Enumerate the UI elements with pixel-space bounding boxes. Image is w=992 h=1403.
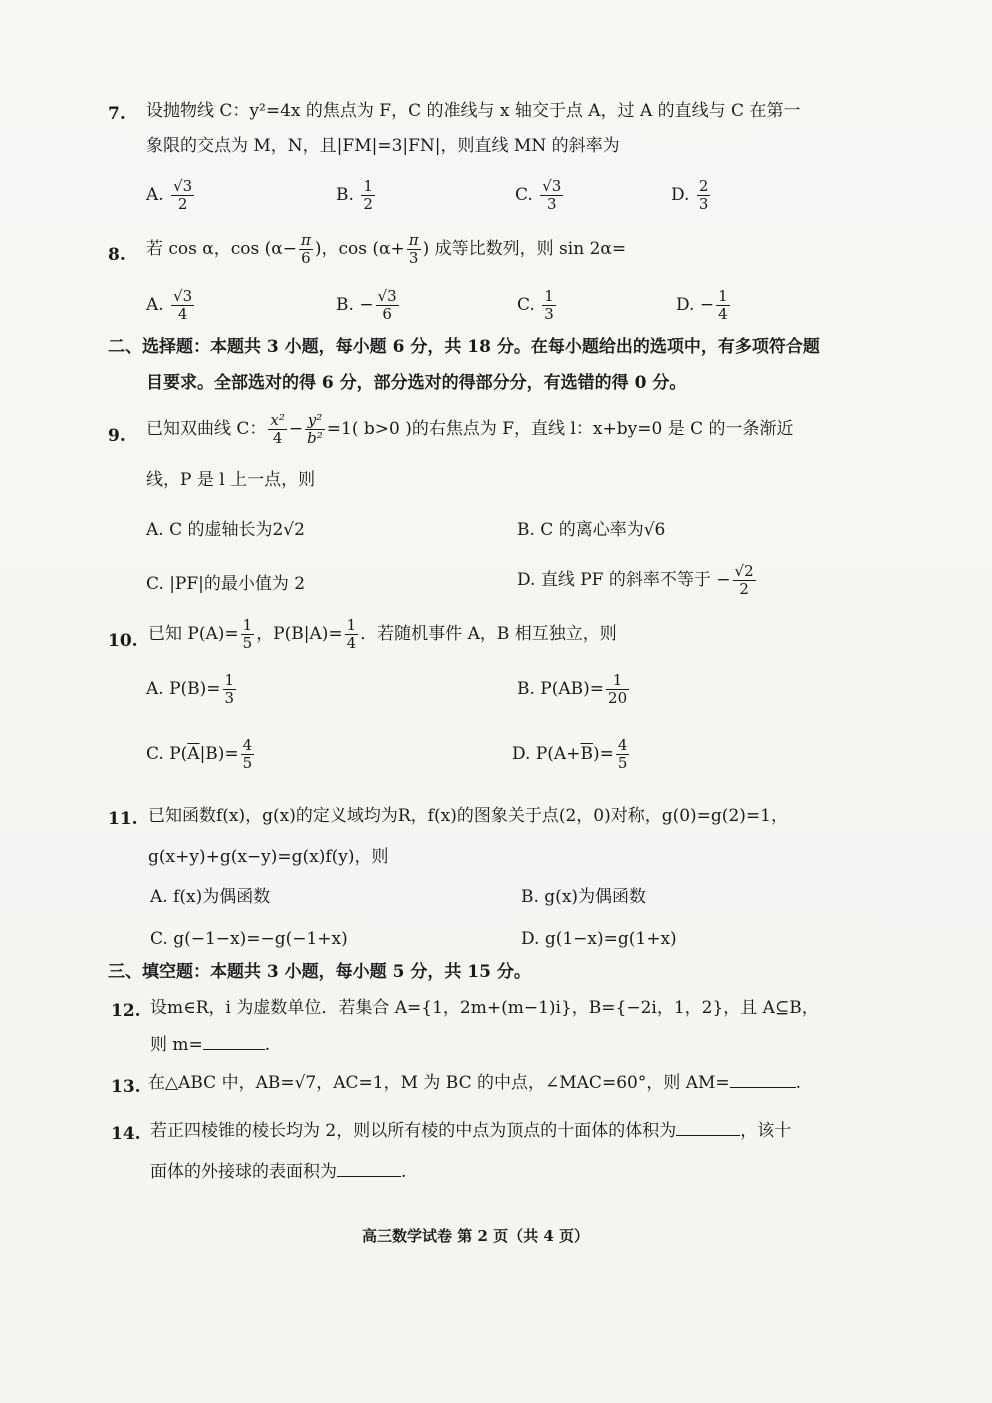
q8-option-c [517, 288, 558, 323]
q10-option-a-denominator: 3 [224, 689, 235, 707]
q8-stem [146, 232, 626, 267]
q13-answer-blank[interactable] [730, 1087, 796, 1088]
q10-option-c [146, 737, 256, 772]
q7-option-d [671, 178, 712, 213]
q10-option-d-text1: D. P(A+ [512, 744, 581, 764]
q14-period: . [401, 1162, 407, 1182]
section2-heading-line1: 二、选择题：本题共 3 小题，每小题 6 分，共 18 分。在每小题给出的选项中，有多项符合题 [108, 337, 820, 357]
q9-minus: − [288, 419, 304, 439]
q10-option-c-denominator: 5 [242, 754, 253, 772]
q11-option-a: A. f(x)为偶函数 [150, 887, 271, 907]
q10-stem-part2: ，P(B|A)= [256, 624, 343, 644]
q8-option-b-denominator: 6 [376, 305, 399, 323]
q11-option-b: B. g(x)为偶函数 [521, 887, 647, 907]
q8-option-a-numerator: √3 [173, 287, 193, 305]
q10-option-a-fraction [223, 672, 237, 707]
q8-pi-2: π [408, 231, 419, 249]
q13-period: . [795, 1073, 802, 1093]
q11-stem-line2: g(x+y)+g(x−y)=g(x)f(y)，则 [148, 847, 389, 867]
q10-option-d-bar-b: $\overline{B}$ [580, 744, 593, 764]
q11-option-c: C. g(−1−x)=−g(−1+x) [150, 929, 348, 949]
q14-area-blank[interactable] [337, 1176, 401, 1177]
page-footer: 高三数学试卷 第 2 页（共 4 页） [362, 1227, 589, 1245]
q8-stem-part3: ) 成等比数列，则 sin 2α= [422, 239, 627, 259]
q8-option-a [146, 288, 196, 323]
q14-stem-text1: 若正四棱锥的棱长均为 2，则以所有棱的中点为顶点的十面体的体积为 [150, 1121, 677, 1141]
q12-stem-line2 [150, 1037, 270, 1054]
q9-y2-over-b2 [305, 412, 325, 447]
q8-three: 3 [407, 249, 421, 267]
q8-stem-part2: )，cos (α+ [314, 239, 405, 259]
q7-option-d-denominator: 3 [698, 195, 709, 213]
q13-number: 13. [111, 1077, 141, 1097]
q14-stem-line2 [150, 1164, 406, 1181]
q9-option-d [517, 563, 758, 598]
q8-option-a-fraction [171, 288, 194, 323]
q14-stem-text2: ，该十 [740, 1121, 792, 1141]
q7-option-c-denominator: 3 [540, 195, 563, 213]
q7-number: 7. [108, 104, 126, 124]
q8-option-d-sign: − [699, 295, 715, 315]
q8-option-d [676, 288, 732, 323]
q9-stem-line2: 线，P 是 l 上一点，则 [146, 470, 316, 490]
q8-option-a-label: A. [146, 295, 164, 315]
q8-option-d-numerator: 1 [718, 287, 728, 305]
q10-stem [148, 617, 617, 652]
q10-option-d-numerator: 4 [617, 736, 628, 754]
q8-option-a-denominator: 4 [171, 305, 194, 323]
q10-option-d-text2: )= [592, 744, 614, 764]
q10-option-a [146, 672, 238, 707]
q7-stem-line2: 象限的交点为 M，N，且|FM|=3|FN|，则直线 MN 的斜率为 [146, 136, 620, 156]
q14-volume-blank[interactable] [676, 1135, 740, 1136]
q8-option-c-numerator: 1 [544, 287, 554, 305]
q7-stem-line1: 设抛物线 C：y²=4x 的焦点为 F，C 的准线与 x 轴交于点 A，过 A 的直线与 C 在第一 [146, 101, 801, 121]
q14-stem-line1 [150, 1123, 791, 1140]
q10-four: 4 [346, 634, 357, 652]
q10-one-fifth [241, 617, 255, 652]
q10-option-c-bar-a: $\overline{A}$ [187, 744, 200, 764]
q8-pi-over-3 [407, 232, 421, 267]
q7-option-b [336, 178, 377, 213]
q10-option-c-text1: C. P( [146, 744, 188, 764]
q7-option-d-fraction [697, 178, 711, 213]
q10-option-d [512, 737, 631, 772]
q8-option-c-denominator: 3 [544, 305, 554, 323]
q8-option-b-sign: − [359, 295, 374, 315]
q10-option-a-numerator: 1 [224, 671, 235, 689]
q7-option-d-label: D. [671, 185, 690, 205]
q13-stem [148, 1075, 801, 1092]
q12-stem-line1: 设m∈R，i 为虚数单位．若集合 A={1，2m+(m−1)i}，B={−2i，1，2}，且 A⊆B， [150, 998, 819, 1018]
q7-option-c-fraction [540, 178, 563, 213]
q9-stem [146, 412, 794, 447]
q10-option-b [517, 672, 631, 707]
q11-stem-line1: 已知函数f(x)，g(x)的定义域均为R，f(x)的图象关于点(2，0)对称，g(0)=g(2)=1， [148, 806, 788, 826]
q7-option-a-numerator: √3 [173, 177, 193, 195]
q8-option-b-label: B. [336, 295, 354, 315]
q9-y2: y² [307, 411, 323, 429]
q10-number: 10. [108, 631, 138, 651]
q10-one-a: 1 [242, 616, 253, 634]
q9-option-c: C. |PF|的最小值为 2 [146, 574, 306, 594]
q7-option-a [146, 178, 196, 213]
q8-pi-over-6 [299, 232, 313, 267]
q10-option-a-text: A. P(B)= [146, 679, 221, 699]
q8-option-b-fraction [376, 288, 399, 323]
q7-option-b-fraction [361, 178, 375, 213]
q7-option-a-fraction [171, 178, 194, 213]
q11-option-d: D. g(1−x)=g(1+x) [521, 929, 677, 949]
q9-option-b: B. C 的离心率为√6 [517, 520, 666, 540]
q14-number: 14. [111, 1124, 141, 1144]
q9-number: 9. [108, 426, 126, 446]
q9-option-d-denominator: 2 [733, 580, 756, 598]
q7-option-d-numerator: 2 [698, 177, 709, 195]
q8-option-b [336, 288, 401, 323]
q7-option-a-denominator: 2 [171, 195, 194, 213]
q9-four: 4 [268, 429, 286, 447]
q13-stem-text: 在△ABC 中，AB=√7，AC=1，M 为 BC 的中点，∠MAC=60°，则 AM= [148, 1073, 730, 1093]
q9-option-a: A. C 的虚轴长为2√2 [146, 520, 305, 540]
q8-option-c-label: C. [517, 295, 535, 315]
q9-option-d-numerator: √2 [734, 562, 754, 580]
q8-number: 8. [108, 245, 126, 265]
q8-stem-part1: 若 cos α，cos (α− [146, 239, 298, 259]
q10-option-b-fraction [606, 672, 629, 707]
q12-number: 12. [111, 1001, 141, 1021]
q7-option-b-label: B. [336, 185, 354, 205]
q12-answer-label: 则 m= [150, 1035, 203, 1055]
q8-pi-1: π [301, 231, 311, 249]
q8-option-d-fraction [716, 288, 730, 323]
q8-option-c-fraction [542, 288, 556, 323]
q10-option-b-numerator: 1 [612, 671, 623, 689]
q7-option-c-numerator: √3 [542, 177, 562, 195]
section3-heading: 三、填空题：本题共 3 小题，每小题 5 分，共 15 分。 [108, 962, 531, 982]
q10-stem-part3: ．若随机事件 A，B 相互独立，则 [360, 624, 617, 644]
q8-option-d-label: D. [676, 295, 695, 315]
q11-number: 11. [108, 809, 138, 829]
q10-option-c-text2: |B)= [199, 744, 239, 764]
q7-option-b-denominator: 2 [363, 195, 373, 213]
q10-one-quarter [345, 617, 359, 652]
q14-stem-text3: 面体的外接球的表面积为 [150, 1162, 337, 1182]
q10-option-d-denominator: 5 [617, 754, 628, 772]
q9-x2-over-4 [268, 412, 286, 447]
q9-option-d-fraction [733, 563, 756, 598]
section2-heading-line2: 目要求。全部选对的得 6 分，部分选对的得部分分，有选错的得 0 分。 [146, 373, 687, 393]
q7-option-c-label: C. [515, 185, 533, 205]
q10-stem-part1: 已知 P(A)= [148, 624, 239, 644]
q10-option-d-fraction [616, 737, 630, 772]
q10-one-b: 1 [346, 616, 357, 634]
q9-stem-part2: =1( b>0 )的右焦点为 F，直线 l：x+by=0 是 C 的一条渐近 [326, 419, 794, 439]
q7-option-a-label: A. [146, 185, 164, 205]
q10-option-b-text: B. P(AB)= [517, 679, 605, 699]
q7-option-b-numerator: 1 [363, 177, 373, 195]
q7-option-c [515, 178, 565, 213]
q9-x2: x² [270, 411, 285, 429]
q12-answer-blank[interactable] [203, 1049, 265, 1050]
q10-five: 5 [242, 634, 253, 652]
q9-stem-part1: 已知双曲线 C： [146, 419, 267, 439]
q8-six: 6 [299, 249, 313, 267]
q8-option-b-numerator: √3 [377, 287, 397, 305]
q8-option-d-denominator: 4 [718, 305, 728, 323]
q12-period: . [264, 1035, 271, 1055]
q10-option-c-fraction [241, 737, 255, 772]
q9-option-d-text: D. 直线 PF 的斜率不等于 − [517, 570, 731, 590]
q10-option-c-numerator: 4 [242, 736, 253, 754]
q10-option-b-denominator: 20 [608, 689, 628, 707]
q9-b2: b² [307, 429, 323, 447]
